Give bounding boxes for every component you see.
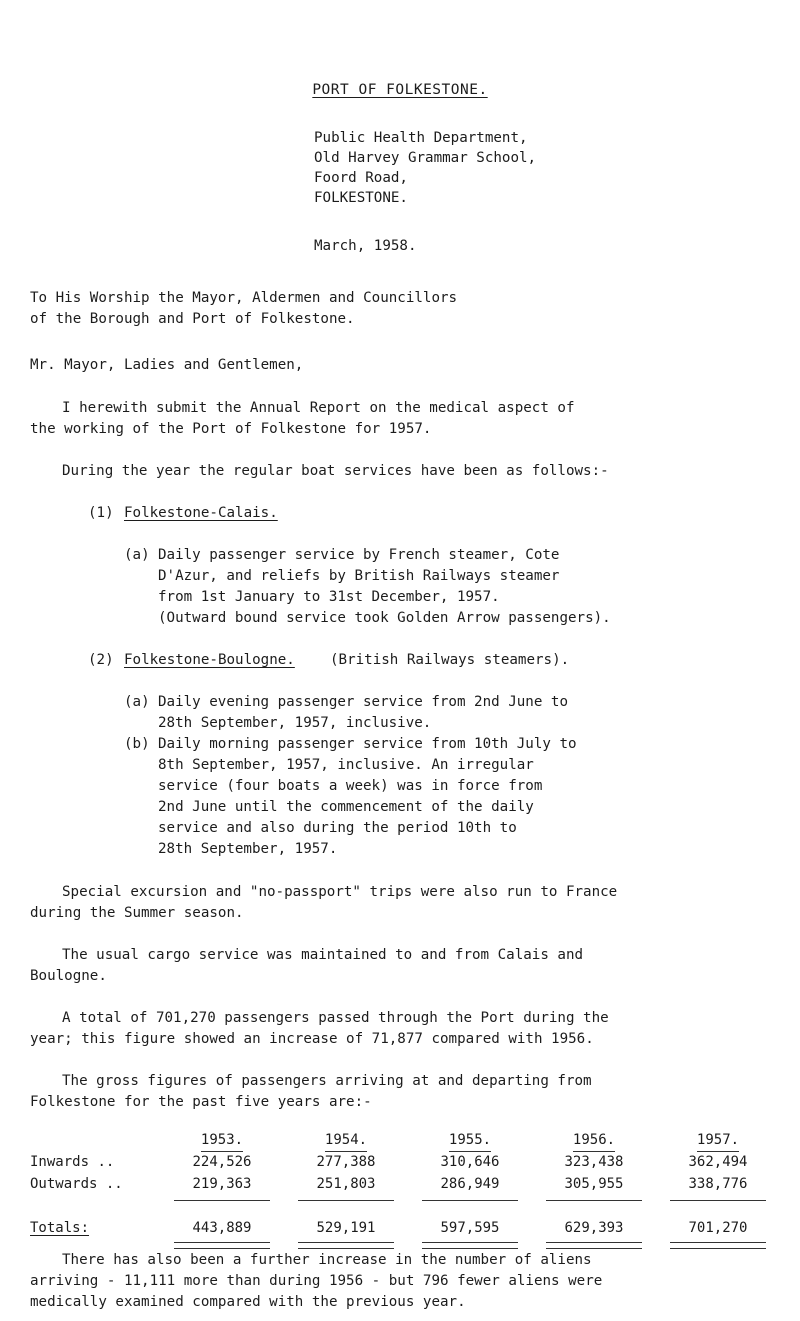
table-cell: 219,363 [192, 1176, 252, 1192]
excursion-line-2: during the Summer season. [30, 905, 244, 921]
sum-rule-row [30, 1196, 780, 1218]
service-2b-line-5: service and also during the period 10th to [158, 820, 517, 836]
table-cell: 277,388 [316, 1154, 376, 1170]
cargo-line-2: Boulogne. [30, 968, 107, 984]
row-dots: .. [97, 1154, 115, 1170]
intro-line-2: the working of the Port of Folkestone for 1957. [30, 421, 432, 437]
aliens-line-3: medically examined compared with the previous year. [30, 1294, 466, 1310]
service-1a-line-2: D'Azur, and reliefs by British Railways steamer [158, 568, 560, 584]
table-cell: 305,955 [564, 1176, 624, 1192]
service-2-title: Folkestone-Boulogne. [124, 652, 295, 668]
totals-row [30, 1218, 780, 1240]
service-2b-line-6: 28th September, 1957. [158, 841, 338, 857]
row-label: Inwards [30, 1154, 90, 1170]
table-cell: 362,494 [688, 1154, 748, 1170]
row-label: Outwards [30, 1176, 98, 1192]
address-line-3: Foord Road, [314, 170, 408, 186]
table-cell: 286,949 [440, 1176, 500, 1192]
service-2-title-suffix: (British Railways steamers). [330, 652, 570, 668]
service-1a-label: (a) [124, 547, 150, 563]
service-2b-line-1: Daily morning passenger service from 10th July to [158, 736, 577, 752]
year-header: 1957. [697, 1130, 739, 1152]
total-line-1: A total of 701,270 passengers passed through the Port during the [62, 1010, 609, 1026]
total-cell: 597,595 [440, 1220, 500, 1236]
year-header: 1953. [201, 1130, 243, 1152]
total-line-2: year; this figure showed an increase of 71,877 compared with 1956. [30, 1031, 594, 1047]
sum-rule [174, 1200, 270, 1201]
addressee-line-2: of the Borough and Port of Folkestone. [30, 311, 355, 327]
gross-line-1: The gross figures of passengers arriving at and departing from [62, 1073, 592, 1089]
service-1-number: (1) [88, 505, 114, 521]
aliens-line-1: There has also been a further increase in the number of aliens [62, 1252, 592, 1268]
table-cell: 338,776 [688, 1176, 748, 1192]
year-header: 1955. [449, 1130, 491, 1152]
service-2-number: (2) [88, 652, 114, 668]
total-cell: 701,270 [688, 1220, 748, 1236]
service-1a-line-1: Daily passenger service by French steamer, Cote [158, 547, 560, 563]
service-2b-line-3: service (four boats a week) was in force from [158, 778, 543, 794]
address-line-4: FOLKESTONE. [314, 190, 408, 206]
sum-rule [670, 1200, 766, 1201]
service-2b-label: (b) [124, 736, 150, 752]
greeting: Mr. Mayor, Ladies and Gentlemen, [30, 357, 304, 373]
service-1-title: Folkestone-Calais. [124, 505, 278, 521]
document-title: PORT OF FOLKESTONE. [312, 82, 488, 98]
year-header: 1956. [573, 1130, 615, 1152]
year-header: 1954. [325, 1130, 367, 1152]
report-date: March, 1958. [314, 238, 417, 254]
gross-line-2: Folkestone for the past five years are:- [30, 1094, 372, 1110]
sum-rule [298, 1200, 394, 1201]
sender-address [314, 128, 536, 208]
service-2b-line-4: 2nd June until the commencement of the daily [158, 799, 534, 815]
total-cell: 443,889 [192, 1220, 252, 1236]
intro-line-1: I herewith submit the Annual Report on the medical aspect of [62, 400, 575, 416]
double-rule [298, 1242, 394, 1249]
address-line-2: Old Harvey Grammar School, [314, 150, 537, 166]
excursion-line-1: Special excursion and "no-passport" trips were also run to France [62, 884, 618, 900]
table-row [30, 1174, 780, 1196]
address-line-1: Public Health Department, [314, 130, 528, 146]
double-rule [174, 1242, 270, 1249]
sum-rule [422, 1200, 518, 1201]
table-cell: 310,646 [440, 1154, 500, 1170]
total-cell: 529,191 [316, 1220, 376, 1236]
services-intro: During the year the regular boat services have been as follows:- [62, 463, 609, 479]
service-1a-line-3: from 1st January to 31st December, 1957. [158, 589, 500, 605]
aliens-line-2: arriving - 11,111 more than during 1956 - but 796 fewer aliens were [30, 1273, 603, 1289]
service-2b-line-2: 8th September, 1957, inclusive. An irregular [158, 757, 534, 773]
addressee-line-1: To His Worship the Mayor, Aldermen and Councillors [30, 290, 458, 306]
table-cell: 323,438 [564, 1154, 624, 1170]
service-1a-line-4: (Outward bound service took Golden Arrow passengers). [158, 610, 611, 626]
double-rule [422, 1242, 518, 1249]
totals-label: Totals: [30, 1220, 90, 1236]
row-dots: .. [105, 1176, 123, 1192]
table-cell: 251,803 [316, 1176, 376, 1192]
sum-rule [546, 1200, 642, 1201]
service-2a-line-1: Daily evening passenger service from 2nd June to [158, 694, 568, 710]
service-2a-label: (a) [124, 694, 150, 710]
double-rule [670, 1242, 766, 1249]
service-2a-line-2: 28th September, 1957, inclusive. [158, 715, 432, 731]
total-cell: 629,393 [564, 1220, 624, 1236]
cargo-line-1: The usual cargo service was maintained to and from Calais and [62, 947, 584, 963]
table-header-row [30, 1130, 780, 1152]
table-cell: 224,526 [192, 1154, 252, 1170]
passenger-figures-table [30, 1130, 780, 1262]
double-rule [546, 1242, 642, 1249]
table-row [30, 1152, 780, 1174]
